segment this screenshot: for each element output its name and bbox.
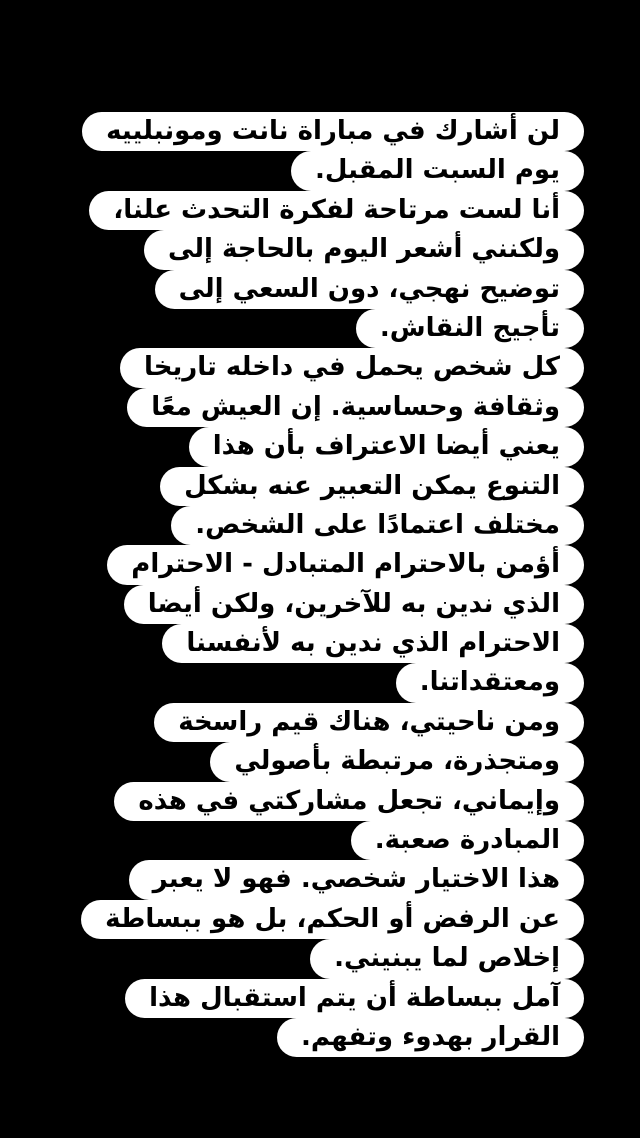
caption-line-11: مختلف اعتمادًا على الشخص. — [24, 506, 584, 545]
caption-line-8: وثقافة وحساسية. إن العيش معًا — [24, 388, 584, 427]
story-text-caption — [24, 112, 584, 1057]
caption-line-4: ولكنني أشعر اليوم بالحاجة إلى — [24, 230, 584, 269]
caption-line-23: آمل ببساطة أن يتم استقبال هذا — [24, 979, 584, 1018]
caption-line-1: لن أشارك في مباراة نانت ومونبلييه — [24, 112, 584, 151]
caption-line-19: المبادرة صعبة. — [24, 821, 584, 860]
caption-line-15: ومعتقداتنا. — [24, 663, 584, 702]
caption-line-24: القرار بهدوء وتفهم. — [24, 1018, 584, 1057]
caption-line-5: توضيح نهجي، دون السعي إلى — [24, 270, 584, 309]
caption-line-22: إخلاص لما يبنيني. — [24, 939, 584, 978]
caption-line-3: أنا لست مرتاحة لفكرة التحدث علنا، — [24, 191, 584, 230]
caption-line-21: عن الرفض أو الحكم، بل هو ببساطة — [24, 900, 584, 939]
caption-line-2: يوم السبت المقبل. — [24, 151, 584, 190]
caption-line-13: الذي ندين به للآخرين، ولكن أيضا — [24, 585, 584, 624]
caption-line-17: ومتجذرة، مرتبطة بأصولي — [24, 742, 584, 781]
caption-line-7: كل شخص يحمل في داخله تاريخا — [24, 348, 584, 387]
caption-line-6: تأجيج النقاش. — [24, 309, 584, 348]
caption-line-16: ومن ناحيتي، هناك قيم راسخة — [24, 703, 584, 742]
caption-line-20: هذا الاختيار شخصي. فهو لا يعبر — [24, 860, 584, 899]
caption-line-12: أؤمن بالاحترام المتبادل - الاحترام — [24, 545, 584, 584]
caption-line-14: الاحترام الذي ندين به لأنفسنا — [24, 624, 584, 663]
caption-line-10: التنوع يمكن التعبير عنه بشكل — [24, 467, 584, 506]
caption-line-9: يعني أيضا الاعتراف بأن هذا — [24, 427, 584, 466]
caption-line-18: وإيماني، تجعل مشاركتي في هذه — [24, 782, 584, 821]
